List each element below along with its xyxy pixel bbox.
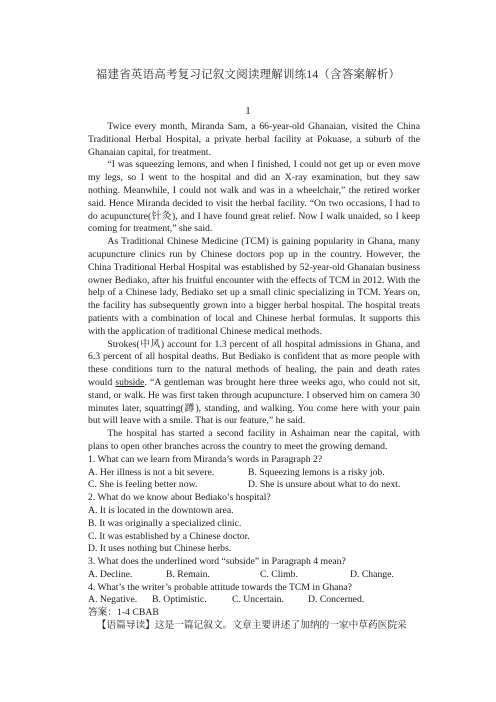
q2-option-c: C. It was established by a Chinese doctor.	[88, 530, 250, 542]
question-1: 1. What can we learn from Miranda’s words in Paragraph 2?	[88, 453, 323, 465]
document-body	[88, 121, 420, 633]
q3-option-b: B. Remain.	[166, 568, 210, 580]
paragraph-2: “I was squeezing lemons, and when I finished, I could not get up or even move my legs, so I went to the hospital and did an X-ray examination, but they saw nothing. Meanwhile, I could not walk and was in a wheelchair,” the retired worker said. Hence Miranda decided to visit the herbal facility. “On two occasions, I had to do acupuncture(针灸), and I have found great relief. Now I walk unaided, so I keep coming for treatment,” she said.	[88, 159, 420, 235]
underlined-word: subside	[115, 376, 145, 388]
q2-option-d: D. It uses nothing but Chinese herbs.	[88, 543, 232, 555]
reading-guide: 【语篇导读】这是一篇记叙文。文章主要讲述了加纳的一家中草药医院采	[96, 620, 407, 632]
question-1-options-row-1	[88, 467, 420, 480]
question-4: 4. What’s the writer’s probable attitude towards the TCM in Ghana?	[88, 581, 352, 593]
paragraph-4	[88, 339, 420, 429]
paragraph-5: The hospital has started a second facility in Ashaiman near the capital, with plans to open other branches across the country to meet the growing demand.	[88, 428, 420, 452]
q3-option-d: D. Change.	[350, 568, 394, 580]
q4-option-c: C. Uncertain.	[232, 594, 284, 606]
q1-option-a: A. Her illness is not a bit severe.	[88, 466, 215, 478]
document-title: 福建省英语高考复习记叙文阅读理解训练14（含答案解析）	[95, 69, 401, 81]
q2-option-a: A. It is located in the downtown area.	[88, 504, 234, 516]
q1-option-c: C. She is feeling better now.	[88, 479, 198, 491]
paragraph-3: As Traditional Chinese Medicine (TCM) is gaining popularity in Ghana, many acupuncture clinics run by Chinese doctors pop up in the country. However, the China Traditional Herbal Hospital was established by 52-year-old Ghanaian business owner Bediako, after his fruitful encounter with the effects of TCM in 2012. With the help of a Chinese lady, Bediako set up a small clinic specializing in TCM. Years on, the facility has subsequently grown into a bigger herbal hospital. The hospital treats patients with a combination of local and Chinese herbal formulas. It supports this with the application of traditional Chinese medical methods.	[88, 236, 420, 337]
paragraph-1: Twice every month, Miranda Sam, a 66-year-old Ghanaian, visited the China Traditional Herbal Hospital, a private herbal facility at Pokuase, a suburb of the Ghanaian capital, for treatment.	[88, 121, 420, 158]
answer-key: 答案：1-4 CBAB	[88, 607, 159, 619]
q4-option-d: D. Concerned.	[308, 594, 365, 606]
question-3-options	[88, 569, 420, 582]
paragraph-4-part-2: . “A gentleman was brought here three weeks ago, who could not sit, stand, or walk. He was first taken through acupuncture. I observed him on camera 30 minutes later, squatting(蹲), standing, and walking. You come here with your pain but will leave with a smile. That is our feature,” he said.	[88, 376, 420, 427]
q4-option-a: A. Negative.	[88, 594, 138, 606]
q1-option-d: D. She is unsure about what to do next.	[248, 479, 401, 491]
question-4-options	[88, 594, 420, 607]
q1-option-b: B. Squeezing lemons is a risky job.	[248, 466, 385, 478]
q3-option-a: A. Decline.	[88, 568, 133, 580]
question-1-options-row-2	[88, 479, 420, 492]
paragraph-4-part-1: Strokes(中风) account for 1.3 percent of all hospital admissions in Ghana, and 6.3 percent of all hospital deaths. But Bediako is confident that as more people with these conditions turn to the natural methods of healing, the pain and death rates would	[88, 338, 420, 388]
question-2: 2. What do we know about Bediako’s hospital?	[88, 492, 271, 504]
q4-option-b: B. Optimistic.	[152, 594, 207, 606]
q3-option-c: C. Climb.	[260, 568, 298, 580]
section-number: 1	[245, 105, 251, 117]
q2-option-b: B. It was originally a specialized clinic.	[88, 517, 242, 529]
question-3: 3. What does the underlined word “subside” in Paragraph 4 mean?	[88, 556, 346, 568]
